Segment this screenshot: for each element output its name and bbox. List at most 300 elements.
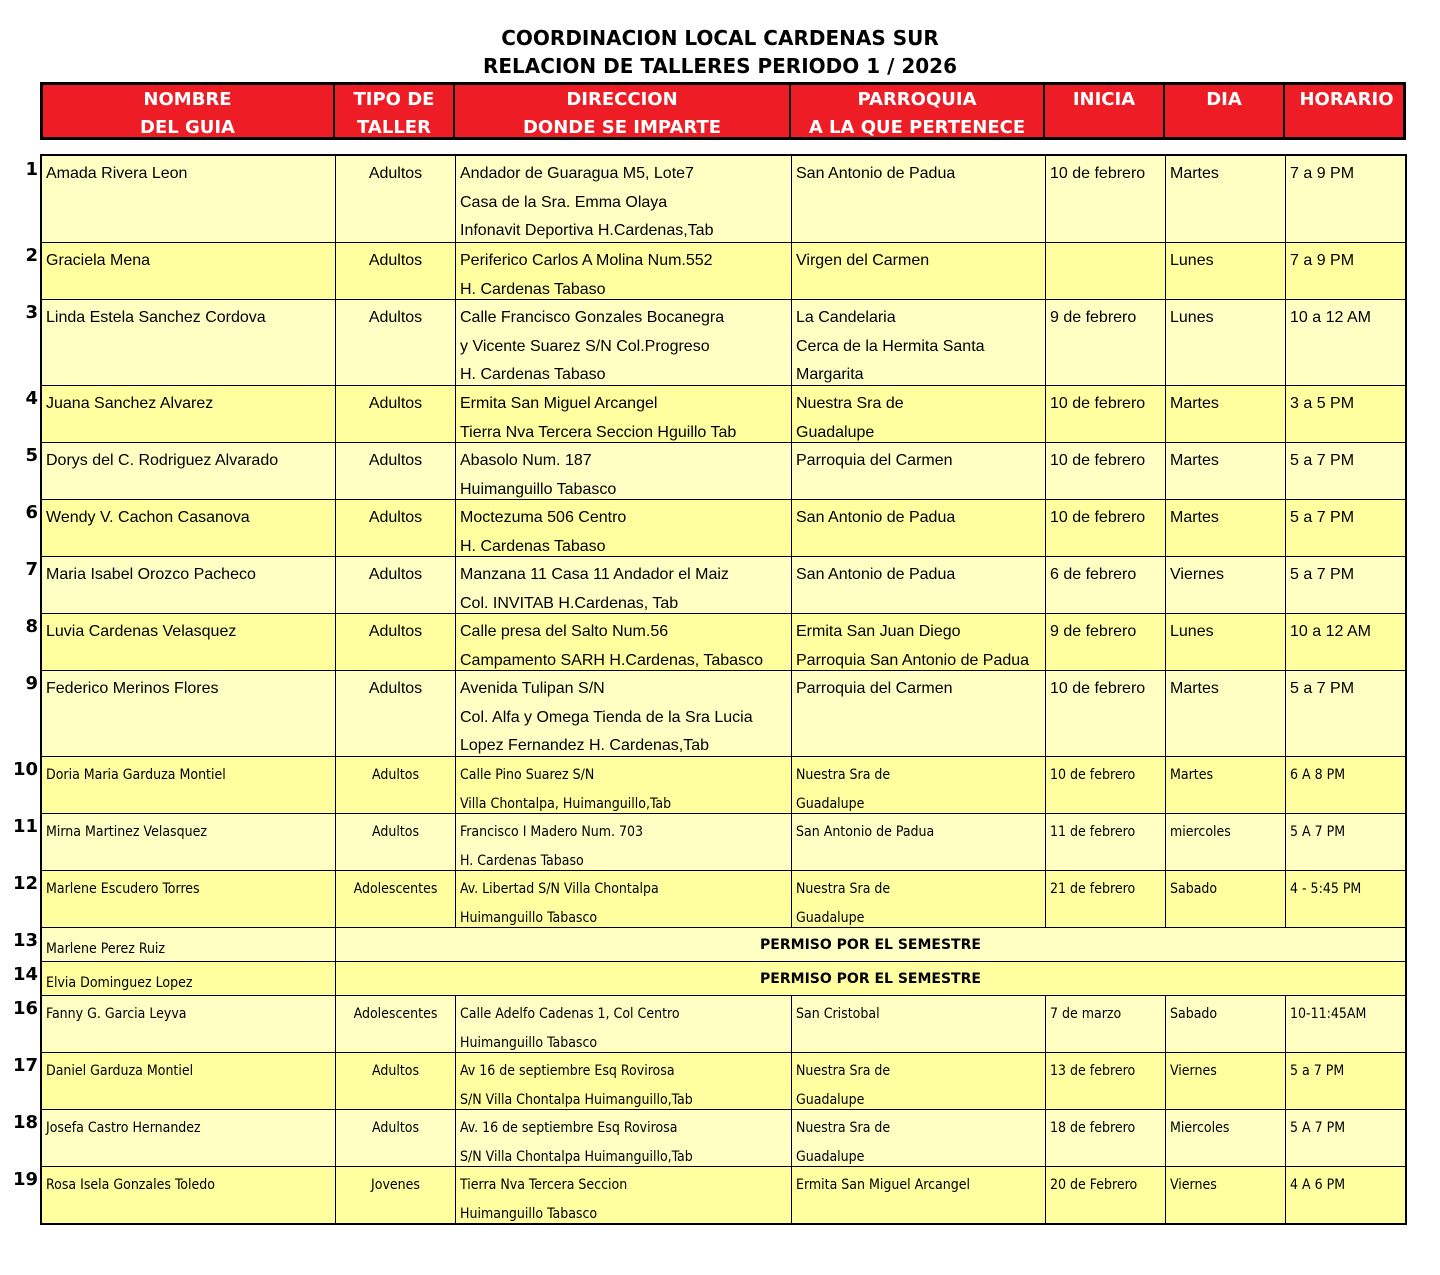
cell-text: 4 - 5:45 PM xyxy=(1290,881,1362,897)
cell-text: Martes xyxy=(1170,452,1219,469)
guide-name xyxy=(42,300,335,385)
cell-text: Adultos xyxy=(371,1063,420,1079)
schedule xyxy=(1285,557,1405,613)
row-number: 13 xyxy=(12,930,38,951)
workshop-type xyxy=(335,614,455,670)
cell-text: San Antonio de Padua xyxy=(796,509,956,526)
header-line: PARROQUIA xyxy=(857,89,977,110)
row-number: 18 xyxy=(12,1112,38,1133)
row-number: 8 xyxy=(25,616,38,637)
cell-text: Huimanguillo Tabasco xyxy=(460,480,617,498)
cell-text: Ermita San Juan Diego xyxy=(796,623,961,640)
header-line: DIA xyxy=(1206,89,1242,110)
cell-text: 10 de febrero xyxy=(1050,395,1146,412)
day xyxy=(1165,614,1285,670)
start-date xyxy=(1045,814,1165,870)
workshop-type xyxy=(335,1167,455,1223)
guide-name xyxy=(42,614,335,670)
cell-text: 18 de febrero xyxy=(1050,1120,1136,1136)
table-row xyxy=(42,756,1405,813)
cell-text: Federico Merinos Flores xyxy=(46,680,219,697)
cell-text: San Cristobal xyxy=(796,1006,880,1022)
cell-text: Martes xyxy=(1170,165,1219,182)
row-number: 7 xyxy=(25,559,38,580)
cell-text: 10 de febrero xyxy=(1050,165,1146,182)
parish xyxy=(791,443,1045,499)
header-nombre xyxy=(42,85,335,137)
workshop-type xyxy=(335,243,455,299)
workshop-address xyxy=(455,814,791,870)
cell-text: Rosa Isela Gonzales Toledo xyxy=(46,1177,215,1193)
cell-text: 10 de febrero xyxy=(1050,767,1136,783)
cell-text: Andador de Guaragua M5, Lote7 xyxy=(460,165,694,182)
cell-text: 3 a 5 PM xyxy=(1290,395,1355,412)
day xyxy=(1165,386,1285,442)
permiso-note: PERMISO POR EL SEMESTRE xyxy=(335,962,1405,995)
schedule xyxy=(1285,814,1405,870)
parish xyxy=(791,386,1045,442)
cell-text: 4 A 6 PM xyxy=(1290,1177,1346,1193)
cell-text: Periferico Carlos A Molina Num.552 xyxy=(460,252,713,269)
header-line: TALLER xyxy=(357,117,431,138)
header-line xyxy=(1285,114,1408,142)
cell-text: 7 de marzo xyxy=(1050,1006,1122,1022)
cell-text: Wendy V. Cachon Casanova xyxy=(46,509,250,526)
workshop-address xyxy=(455,871,791,927)
parish xyxy=(791,996,1045,1052)
table-row xyxy=(42,870,1405,927)
cell-text: 6 A 8 PM xyxy=(1290,767,1346,783)
workshop-address xyxy=(455,243,791,299)
cell-text: Lunes xyxy=(1170,623,1214,640)
cell-text: Francisco I Madero Num. 703 xyxy=(460,824,644,840)
cell-text: Graciela Mena xyxy=(46,252,151,269)
cell-text: Nuestra Sra de xyxy=(796,1063,891,1079)
cell-text: Calle Adelfo Cadenas 1, Col Centro xyxy=(460,1006,680,1022)
cell-text: Huimanguillo Tabasco xyxy=(460,909,598,926)
header-line: DONDE SE IMPARTE xyxy=(522,117,722,138)
cell-text: Adultos xyxy=(368,452,423,469)
workshop-type xyxy=(335,443,455,499)
schedule xyxy=(1285,996,1405,1052)
schedule xyxy=(1285,386,1405,442)
day xyxy=(1165,1053,1285,1109)
day xyxy=(1165,996,1285,1052)
header-line: INICIA xyxy=(1072,89,1136,110)
cell-text: 6 de febrero xyxy=(1050,566,1137,583)
start-date xyxy=(1045,443,1165,499)
cell-text: Martes xyxy=(1170,767,1214,783)
cell-text: Fanny G. Garcia Leyva xyxy=(46,1006,187,1022)
day xyxy=(1165,871,1285,927)
cell-text: Maria Isabel Orozco Pacheco xyxy=(46,566,256,583)
start-date xyxy=(1045,996,1165,1052)
table-row xyxy=(42,1109,1405,1166)
parish xyxy=(791,814,1045,870)
cell-text: Guadalupe xyxy=(796,423,875,441)
cell-text: 10 a 12 AM xyxy=(1290,309,1371,326)
workshop-type xyxy=(335,557,455,613)
cell-text: Viernes xyxy=(1170,1063,1217,1079)
guide-name xyxy=(42,757,335,813)
guide-name xyxy=(42,500,335,556)
cell-text: Tierra Nva Tercera Seccion xyxy=(460,1177,628,1193)
parish xyxy=(791,871,1045,927)
cell-text: Adultos xyxy=(368,623,423,640)
cell-text: 5 a 7 PM xyxy=(1290,566,1355,583)
cell-text: Guadalupe xyxy=(796,909,865,926)
header-line: A LA QUE PERTENECE xyxy=(808,117,1026,138)
cell-text: Parroquia del Carmen xyxy=(796,680,953,697)
workshop-type xyxy=(335,1053,455,1109)
table-row xyxy=(42,670,1405,756)
cell-text: y Vicente Suarez S/N Col.Progreso xyxy=(460,337,710,355)
cell-text: Luvia Cardenas Velasquez xyxy=(46,623,237,640)
parish xyxy=(791,1167,1045,1223)
cell-text: 9 de febrero xyxy=(1050,309,1137,326)
parish xyxy=(791,243,1045,299)
cell-text: Nuestra Sra de xyxy=(796,1120,891,1136)
cell-text: Col. INVITAB H.Cardenas, Tab xyxy=(460,594,679,612)
workshop-type xyxy=(335,871,455,927)
cell-text: Lunes xyxy=(1170,252,1214,269)
workshop-type xyxy=(335,996,455,1052)
cell-text: 21 de febrero xyxy=(1050,881,1136,897)
table-row xyxy=(42,299,1405,385)
workshop-address xyxy=(455,557,791,613)
workshop-address xyxy=(455,671,791,756)
workshop-type xyxy=(335,300,455,385)
guide-name xyxy=(42,1110,335,1166)
cell-text: San Antonio de Padua xyxy=(796,165,956,182)
cell-text: 5 a 7 PM xyxy=(1290,680,1355,697)
cell-text: Huimanguillo Tabasco xyxy=(460,1034,598,1051)
start-date xyxy=(1045,1053,1165,1109)
table-row xyxy=(42,1052,1405,1109)
schedule xyxy=(1285,156,1405,242)
cell-text: Avenida Tulipan S/N xyxy=(460,680,605,697)
cell-text: Ermita San Miguel Arcangel xyxy=(460,395,658,412)
workshop-address xyxy=(455,1053,791,1109)
row-number: 2 xyxy=(25,245,38,266)
schedule xyxy=(1285,1110,1405,1166)
workshop-type xyxy=(335,1110,455,1166)
workshop-type xyxy=(335,386,455,442)
cell-text: Amada Rivera Leon xyxy=(46,165,188,182)
cell-text: Adolescentes xyxy=(353,1006,438,1022)
cell-text: Parroquia del Carmen xyxy=(796,452,953,469)
row-number: 12 xyxy=(12,873,38,894)
cell-text: Calle Francisco Gonzales Bocanegra xyxy=(460,309,725,326)
workshop-address xyxy=(455,1110,791,1166)
cell-text: S/N Villa Chontalpa Huimanguillo,Tab xyxy=(460,1148,693,1165)
day xyxy=(1165,243,1285,299)
guide-name: Elvia Dominguez Lopez xyxy=(46,975,193,991)
header-line: HORARIO xyxy=(1299,89,1394,110)
start-date xyxy=(1045,757,1165,813)
cell-text: Adultos xyxy=(368,509,423,526)
start-date xyxy=(1045,671,1165,756)
cell-text: H. Cardenas Tabaso xyxy=(460,852,584,869)
schedule xyxy=(1285,1167,1405,1223)
cell-text: 10 de febrero xyxy=(1050,452,1146,469)
cell-text: Casa de la Sra. Emma Olaya xyxy=(460,193,668,211)
cell-text: Viernes xyxy=(1170,566,1224,583)
day xyxy=(1165,671,1285,756)
guide-name xyxy=(42,1053,335,1109)
parish xyxy=(791,671,1045,756)
cell-text: Guadalupe xyxy=(796,1148,865,1165)
schedule xyxy=(1285,757,1405,813)
row-number: 19 xyxy=(12,1169,38,1190)
cell-text: La Candelaria xyxy=(796,309,896,326)
workshop-address xyxy=(455,443,791,499)
guide-name xyxy=(42,156,335,242)
cell-text: 20 de Febrero xyxy=(1050,1177,1138,1193)
cell-text: 11 de febrero xyxy=(1050,824,1136,840)
cell-text: S/N Villa Chontalpa Huimanguillo,Tab xyxy=(460,1091,693,1108)
cell-text: Martes xyxy=(1170,680,1219,697)
header-tipo xyxy=(335,85,455,137)
cell-text: Nuestra Sra de xyxy=(796,395,904,412)
cell-text: Mirna Martinez Velasquez xyxy=(46,824,207,840)
cell-text: Sabado xyxy=(1170,881,1218,897)
header-line: NOMBRE xyxy=(143,89,232,110)
cell-text: Adultos xyxy=(371,767,420,783)
guide-name xyxy=(42,243,335,299)
cell-text: Huimanguillo Tabasco xyxy=(460,1205,598,1222)
cell-text: 7 a 9 PM xyxy=(1290,252,1355,269)
workshop-type xyxy=(335,814,455,870)
cell-text: Tierra Nva Tercera Seccion Hguillo Tab xyxy=(460,423,737,441)
document-title: COORDINACION LOCAL CARDENAS SUR xyxy=(501,26,939,50)
cell-text: Adultos xyxy=(368,252,423,269)
start-date xyxy=(1045,156,1165,242)
workshop-type xyxy=(335,671,455,756)
guide-name xyxy=(42,557,335,613)
day xyxy=(1165,1110,1285,1166)
table-header xyxy=(40,82,1406,140)
row-number: 4 xyxy=(25,388,38,409)
schedule xyxy=(1285,614,1405,670)
parish xyxy=(791,614,1045,670)
header-line xyxy=(1045,114,1163,142)
workshop-type xyxy=(335,156,455,242)
cell-text: 9 de febrero xyxy=(1050,623,1137,640)
cell-text: Ermita San Miguel Arcangel xyxy=(796,1177,970,1193)
cell-text: 5 a 7 PM xyxy=(1290,1063,1345,1079)
guide-name xyxy=(42,814,335,870)
start-date xyxy=(1045,871,1165,927)
day xyxy=(1165,814,1285,870)
cell-text: Adultos xyxy=(371,1120,420,1136)
cell-text: 13 de febrero xyxy=(1050,1063,1136,1079)
workshops-table xyxy=(40,154,1407,1225)
table-row xyxy=(42,813,1405,870)
row-number: 11 xyxy=(12,816,38,837)
parish xyxy=(791,300,1045,385)
header-horario xyxy=(1285,85,1408,137)
row-number: 3 xyxy=(25,302,38,323)
cell-text: 10 a 12 AM xyxy=(1290,623,1371,640)
header-line xyxy=(1165,114,1283,142)
guide-name xyxy=(42,871,335,927)
start-date xyxy=(1045,386,1165,442)
cell-text: Nuestra Sra de xyxy=(796,767,891,783)
guide-name: Marlene Perez Ruiz xyxy=(46,941,166,957)
schedule xyxy=(1285,443,1405,499)
guide-name xyxy=(42,996,335,1052)
parish xyxy=(791,1053,1045,1109)
workshop-address xyxy=(455,156,791,242)
workshop-address xyxy=(455,500,791,556)
start-date xyxy=(1045,1110,1165,1166)
cell-text: Abasolo Num. 187 xyxy=(460,452,592,469)
table-row xyxy=(42,156,1405,242)
cell-text: Josefa Castro Hernandez xyxy=(46,1120,201,1136)
table-row xyxy=(42,995,1405,1052)
cell-text: Nuestra Sra de xyxy=(796,881,891,897)
table-row xyxy=(42,613,1405,670)
row-number: 9 xyxy=(25,673,38,694)
schedule xyxy=(1285,1053,1405,1109)
cell-text: Juana Sanchez Alvarez xyxy=(46,395,214,412)
document-subtitle: RELACION DE TALLERES PERIODO 1 / 2026 xyxy=(482,54,958,78)
cell-text: Moctezuma 506 Centro xyxy=(460,509,627,526)
cell-text: Calle presa del Salto Num.56 xyxy=(460,623,669,640)
cell-text: H. Cardenas Tabaso xyxy=(460,280,606,298)
day xyxy=(1165,300,1285,385)
start-date xyxy=(1045,243,1165,299)
cell-text: Adultos xyxy=(368,680,423,697)
cell-text: Virgen del Carmen xyxy=(796,252,930,269)
guide-name xyxy=(42,443,335,499)
header-inicia xyxy=(1045,85,1165,137)
cell-text: Adultos xyxy=(368,566,423,583)
header-parroquia xyxy=(791,85,1045,137)
cell-text: Av. Libertad S/N Villa Chontalpa xyxy=(460,881,659,897)
workshop-address xyxy=(455,1167,791,1223)
row-number: 6 xyxy=(25,502,38,523)
cell-text: Av. 16 de septiembre Esq Rovirosa xyxy=(460,1120,678,1136)
day xyxy=(1165,757,1285,813)
cell-text: Dorys del C. Rodriguez Alvarado xyxy=(46,452,279,469)
cell-text: Col. Alfa y Omega Tienda de la Sra Lucia xyxy=(460,708,753,726)
workshop-address xyxy=(455,300,791,385)
cell-text: H. Cardenas Tabaso xyxy=(460,366,606,383)
schedule xyxy=(1285,671,1405,756)
row-number: 10 xyxy=(12,759,38,780)
workshop-address xyxy=(455,614,791,670)
cell-text: Adolescentes xyxy=(353,881,438,897)
day xyxy=(1165,500,1285,556)
cell-text: Linda Estela Sanchez Cordova xyxy=(46,309,266,326)
day xyxy=(1165,1167,1285,1223)
cell-text: 5 a 7 PM xyxy=(1290,452,1355,469)
workshop-address xyxy=(455,996,791,1052)
schedule xyxy=(1285,300,1405,385)
schedule xyxy=(1285,243,1405,299)
start-date xyxy=(1045,614,1165,670)
start-date xyxy=(1045,1167,1165,1223)
day xyxy=(1165,557,1285,613)
workshop-address xyxy=(455,386,791,442)
table-row xyxy=(42,556,1405,613)
cell-text: Campamento SARH H.Cardenas, Tabasco xyxy=(460,651,763,669)
cell-text: Lopez Fernandez H. Cardenas,Tab xyxy=(460,737,710,754)
row-number: 17 xyxy=(12,1055,38,1076)
cell-text: 10 de febrero xyxy=(1050,509,1146,526)
cell-text: 7 a 9 PM xyxy=(1290,165,1355,182)
cell-text: H. Cardenas Tabaso xyxy=(460,537,606,555)
workshop-type xyxy=(335,500,455,556)
parish xyxy=(791,1110,1045,1166)
start-date xyxy=(1045,557,1165,613)
cell-text: miercoles xyxy=(1170,824,1231,840)
header-line: DEL GUIA xyxy=(140,117,235,138)
cell-text: Adultos xyxy=(368,309,423,326)
parish xyxy=(791,557,1045,613)
header-dia xyxy=(1165,85,1285,137)
header-direccion xyxy=(455,85,791,137)
start-date xyxy=(1045,500,1165,556)
cell-text: Doria Maria Garduza Montiel xyxy=(46,767,226,783)
table-row xyxy=(42,961,1405,995)
cell-text: Viernes xyxy=(1170,1177,1217,1193)
header-line: TIPO DE xyxy=(353,89,435,110)
cell-text: Adultos xyxy=(368,165,423,182)
cell-text: Villa Chontalpa, Huimanguillo,Tab xyxy=(460,795,672,812)
row-number: 5 xyxy=(25,445,38,466)
cell-text: Martes xyxy=(1170,509,1219,526)
table-row xyxy=(42,499,1405,556)
workshop-type xyxy=(335,757,455,813)
cell-text: 10 de febrero xyxy=(1050,680,1146,697)
cell-text: Adultos xyxy=(371,824,420,840)
cell-text: Av 16 de septiembre Esq Rovirosa xyxy=(460,1063,675,1079)
cell-text: 10-11:45AM xyxy=(1290,1006,1367,1022)
permiso-note: PERMISO POR EL SEMESTRE xyxy=(335,928,1405,961)
cell-text: Margarita xyxy=(796,366,864,383)
cell-text: Lunes xyxy=(1170,309,1214,326)
cell-text: San Antonio de Padua xyxy=(796,824,935,840)
cell-text: Marlene Escudero Torres xyxy=(46,881,200,897)
cell-text xyxy=(1050,247,1161,276)
table-row xyxy=(42,442,1405,499)
header-line: DIRECCION xyxy=(566,89,678,110)
cell-text: Manzana 11 Casa 11 Andador el Maiz xyxy=(460,566,729,583)
workshop-address xyxy=(455,757,791,813)
cell-text: 5 A 7 PM xyxy=(1290,1120,1346,1136)
schedule xyxy=(1285,500,1405,556)
parish xyxy=(791,156,1045,242)
table-row xyxy=(42,1166,1405,1223)
row-number: 14 xyxy=(12,964,38,985)
guide-name xyxy=(42,1167,335,1223)
cell-text: Infonavit Deportiva H.Cardenas,Tab xyxy=(460,222,714,239)
cell-text: 5 A 7 PM xyxy=(1290,824,1346,840)
table-row xyxy=(42,927,1405,961)
schedule xyxy=(1285,871,1405,927)
row-number: 1 xyxy=(25,159,38,180)
cell-text: Sabado xyxy=(1170,1006,1218,1022)
day xyxy=(1165,443,1285,499)
parish xyxy=(791,757,1045,813)
guide-name xyxy=(42,671,335,756)
row-number: 16 xyxy=(12,998,38,1019)
cell-text: Martes xyxy=(1170,395,1219,412)
cell-text: Daniel Garduza Montiel xyxy=(46,1063,194,1079)
